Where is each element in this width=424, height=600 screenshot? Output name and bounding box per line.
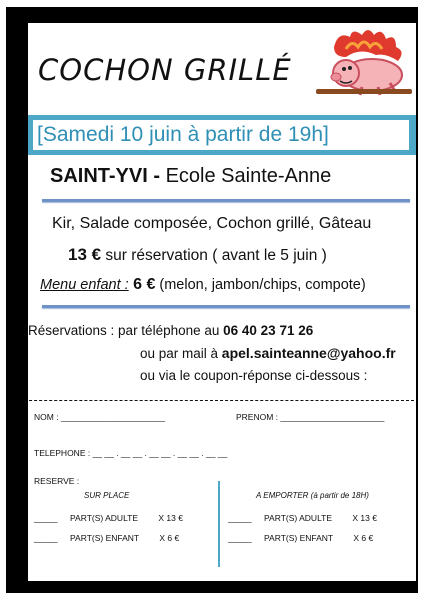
adult-price-amount: 13 €: [68, 245, 102, 264]
cut-line: [28, 400, 414, 401]
menu-items: Kir, Salade composée, Cochon grillé, Gâteau: [52, 215, 372, 232]
divider: [42, 305, 410, 308]
date-banner-box: [32, 119, 410, 151]
event-location: [50, 165, 331, 188]
left-child-price: X 6 €: [159, 533, 180, 543]
poster-body: [28, 23, 416, 581]
reservation-email: apel.sainteanne@yahoo.fr: [221, 345, 396, 361]
reservation-phone-line: [28, 323, 313, 338]
adult-price: [68, 245, 327, 265]
event-date: [Samedi 10 juin à partir de 19h]: [37, 123, 329, 146]
right-child-row: [228, 533, 373, 543]
column-divider: [218, 481, 220, 567]
left-child-blank[interactable]: _____: [34, 533, 58, 543]
sur-place-label: SUR PLACE: [84, 491, 130, 500]
reservation-mail-text: ou par mail à: [140, 346, 222, 361]
reservation-coupon-line: ou via le coupon-réponse ci-dessous :: [140, 368, 368, 383]
left-adult-row: [34, 513, 183, 523]
left-child-label: PART(S) ENFANT: [70, 533, 139, 543]
roasting-pig-icon: [316, 27, 412, 107]
event-title: COCHON GRILLÉ: [38, 53, 292, 87]
telephone-field[interactable]: TELEPHONE : __ __ . __ __ . __ __ . __ __ . __ __: [34, 448, 228, 458]
left-adult-price: X 13 €: [158, 513, 183, 523]
left-child-row: [34, 533, 179, 543]
reservation-label: Réservations :: [28, 323, 115, 338]
right-adult-row: [228, 513, 377, 523]
reservation-mail-line: [140, 345, 396, 361]
nom-field[interactable]: NOM : ______________________: [34, 412, 165, 422]
left-adult-blank[interactable]: _____: [34, 513, 58, 523]
right-adult-price: X 13 €: [352, 513, 377, 523]
kids-menu-details: (melon, jambon/chips, compote): [155, 277, 366, 293]
kids-menu: [40, 276, 366, 294]
left-adult-label: PART(S) ADULTE: [70, 513, 139, 523]
event-city: SAINT-YVI -: [50, 165, 161, 187]
right-child-blank[interactable]: _____: [228, 533, 252, 543]
reservation-phone-text: par téléphone au: [114, 323, 224, 338]
reserve-label: RESERVE :: [34, 476, 80, 486]
emporter-label: A EMPORTER (à partir de 18H): [256, 491, 369, 500]
date-banner: [28, 115, 416, 155]
adult-price-note: sur réservation ( avant le 5 juin ): [101, 247, 327, 264]
divider: [42, 199, 410, 202]
kids-menu-price: 6 €: [128, 276, 156, 293]
reservation-phone: 06 40 23 71 26: [223, 323, 314, 338]
right-adult-blank[interactable]: _____: [228, 513, 252, 523]
prenom-field[interactable]: PRENOM : ______________________: [236, 412, 385, 422]
event-venue: Ecole Sainte-Anne: [160, 165, 332, 187]
kids-menu-label: Menu enfant :: [40, 277, 129, 293]
right-child-label: PART(S) ENFANT: [264, 533, 333, 543]
right-adult-label: PART(S) ADULTE: [264, 513, 333, 523]
right-child-price: X 6 €: [353, 533, 374, 543]
